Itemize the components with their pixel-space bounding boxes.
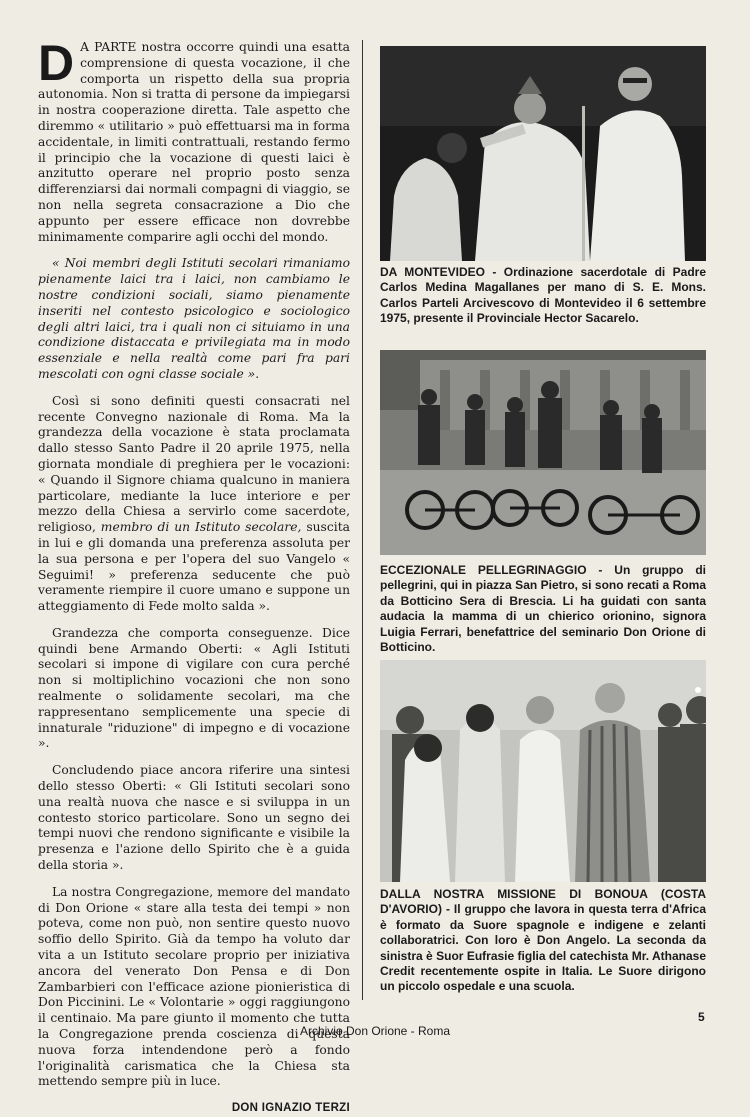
- paragraph-3-part-a: Così si sono definiti questi consacrati nel recente Convegno nazionale di Roma. Ma la grandezza della vocazione è stata proclamata dallo stesso Santo Padre il 20 aprile 1975, nella giornata mondiale di preghiera per le vocazioni: « Quando il Signore chiama qualcuno in maniera particolare, mediante la luce interiore e per mezzo della Chiesa a servirlo come sacerdote, religioso,: [38, 393, 350, 535]
- paragraph-4: Grandezza che comporta conseguenze. Dice quindi bene Armando Oberti: « Agli Istituti secolari si impone di vigilare con cura perché non si moltiplichino vocazioni che non sono realmente o solidamente secolari, ma che rappresentano semplicemente una specie di innaturale "riduzione" di impegno e di vocazione ».: [38, 625, 350, 751]
- page-number: 5: [698, 1010, 705, 1024]
- paragraph-3: [38, 394, 350, 615]
- photo-ordination: [380, 46, 706, 261]
- column-divider: [362, 40, 363, 1000]
- caption-pellegrinaggio: ECCEZIONALE PELLEGRINAGGIO - Un gruppo di pellegrini, qui in piazza San Pietro, si sono recati a Roma da Botticino Sera di Brescia. Li ha guidati con santa audacia la mamma di un chierico orionino, signora Luigia Ferrari, benefattrice del seminario Don Orione di Botticino.: [380, 563, 706, 655]
- author-signature: DON IGNAZIO TERZI: [231, 1102, 350, 1115]
- archive-footer: Archivio Don Orione - Roma: [299, 1024, 451, 1038]
- paragraph-3-part-b: suscita in lui e gli domanda una preferenza assoluta per la sua persona e per l'opera del suo Vangelo « Seguimi! » preferenza seducente che può veramente riempire il cuore umano e suppone un atteggiamento di Fede molto salda ».: [38, 520, 350, 614]
- paragraph-6: La nostra Congregazione, memore del mandato di Don Orione « stare alla testa dei tempi » non poteva, come non può, non sentire questo nuovo soffio dello Spirito. Già da tempo ha voluto dar vita a un Istituto secolare proprio per iniziativa ancora del venerato Don Pensa e di Don Zambarbieri con l'efficace azione pionieristica di Don Piccinini. Le « Volontarie » oggi raggiungono il centinaio. Ma pare giunto il momento che tutta la Congregazione prenda coscienza di questa nuova forza intendendone però a fondo l'originalità carismatica che la Chiesa sta mettendo sempre più in luce.: [38, 884, 350, 1089]
- paragraph-5: Concludendo piace ancora riferire una sintesi dello stesso Oberti: « Gli Istituti secolari sono una realtà nuova che nasce e si sviluppa in un contesto storico particolare. Sono un segno dei tempi nuovi che rendono significante e visibile la presenza e l'azione dello Spirito che è a guida della storia ».: [38, 763, 350, 873]
- photo-mission-group: [380, 660, 706, 882]
- paragraph-2-quote: « Noi membri degli Istituti secolari rimaniamo pienamente laici tra i laici, non cambiamo le nostre condizioni sociali, siamo pienamente inseriti nel contesto psicologico e sociologico degli altri laici, tra i quali non ci situiamo in una condizione distaccata e privilegiata ma in modo essenziale e nella realtà come pari fra pari mescolati con ogni classe sociale ».: [38, 256, 350, 381]
- article-column: [38, 35, 350, 1117]
- paragraph-1-text: A PARTE nostra occorre quindi una esatta comprensione di questa vocazione, il che comporta un rispetto della sua propria autonomia. Non si tratta di persone da impiegarsi in nostra cooperazione diretta. Tale aspetto che diremmo « utilitario » può effettuarsi ma in forma accidentale, in limiti contrattuali, restando fermo il principio che la vocazione di questi laici è anzitutto operare nel proprio posto senza differenziarsi dai normali compagni di viaggio, se non nella segreta consacrazione a Dio che appunto per essere efficace non dovrebbe minimamente comparire agli occhi del mondo.: [38, 40, 350, 244]
- drop-cap: D: [38, 35, 75, 91]
- paragraph-1: [38, 35, 350, 245]
- photo-pilgrims: [380, 350, 706, 555]
- caption-bonoua: DALLA NOSTRA MISSIONE DI BONOUA (COSTA D'AVORIO) - Il gruppo che lavora in questa terra d'Africa è formato da Suore spagnole e indigene e zelanti collaboratrici. Con loro è Don Angelo. La seconda da sinistra è Suor Eufrasie figlia del catechista Mr. Athanase Credit recentemente ospite in Italia. Le Suore dirigono un piccolo ospedale e una scuola.: [380, 887, 706, 994]
- paragraph-3-italic: membro di un Istituto secolare,: [100, 520, 302, 535]
- photo-pilgrims-image: [380, 350, 706, 555]
- photo-mission-group-image: [380, 660, 706, 882]
- photo-ordination-image: [380, 46, 706, 261]
- caption-montevideo: DA MONTEVIDEO - Ordinazione sacerdotale di Padre Carlos Medina Magallanes per mano di S. E. Mons. Carlos Parteli Arcivescovo di Montevideo il 6 settembre 1975, presente il Provinciale Hector Sacarelo.: [380, 265, 706, 326]
